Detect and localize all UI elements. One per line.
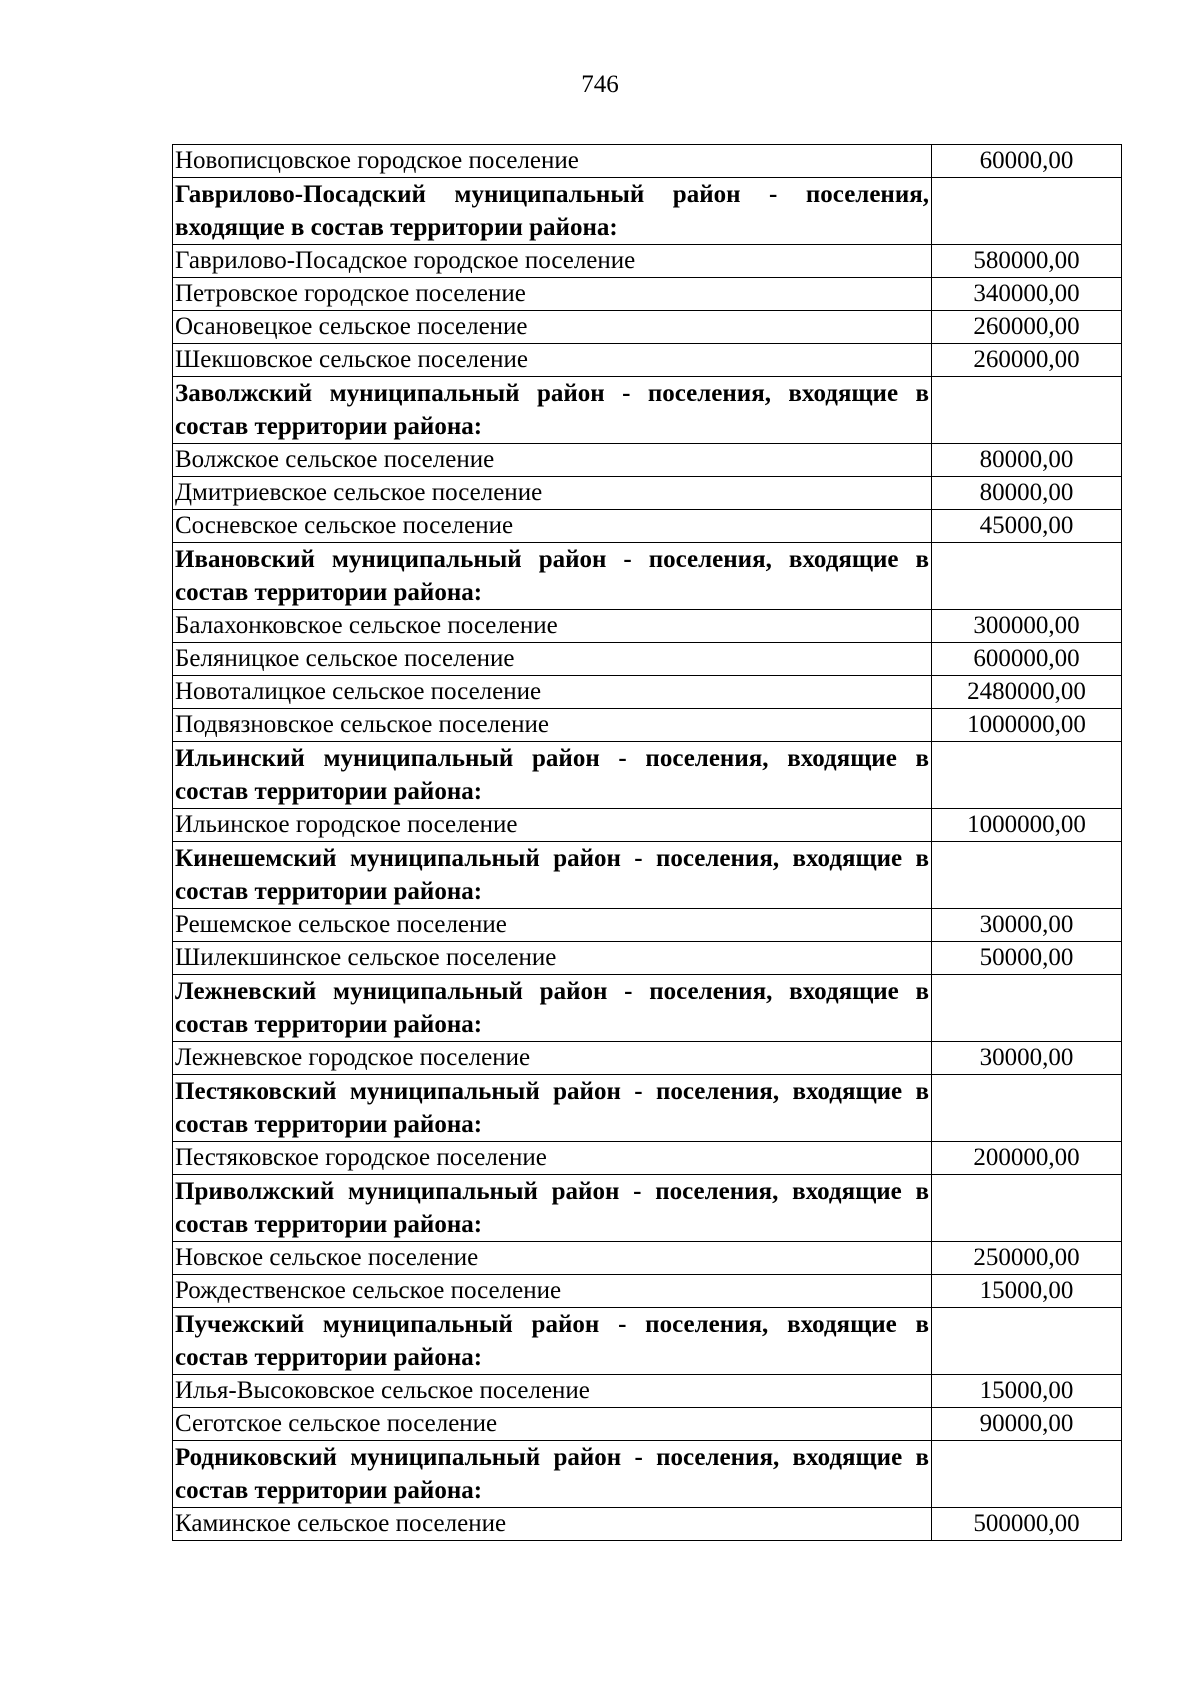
- settlement-name-cell: Лежневское городское поселение: [173, 1042, 932, 1075]
- district-name-cell: Лежневский муниципальный район - поселения, входящие в состав территории района:: [173, 975, 932, 1042]
- table-row: [173, 1042, 1122, 1075]
- district-name-cell: Заволжский муниципальный район - поселения, входящие в состав территории района:: [173, 377, 932, 444]
- settlement-name-cell: Новописцовское городское поселение: [173, 145, 932, 178]
- settlement-name-cell: Пестяковское городское поселение: [173, 1142, 932, 1175]
- amount-cell: 340000,00: [932, 278, 1122, 311]
- table-row: [173, 444, 1122, 477]
- table-row: [173, 278, 1122, 311]
- district-name-cell: Кинешемский муниципальный район - поселения, входящие в состав территории района:: [173, 842, 932, 909]
- table-row: [173, 676, 1122, 709]
- district-header-row: [173, 543, 1122, 610]
- table-row: [173, 1375, 1122, 1408]
- amount-cell: [932, 842, 1122, 909]
- district-name-cell: Пучежский муниципальный район - поселения, входящие в состав территории района:: [173, 1308, 932, 1375]
- table-row: [173, 510, 1122, 543]
- budget-table: [172, 144, 1122, 1541]
- table-row: [173, 1242, 1122, 1275]
- table-row: [173, 1508, 1122, 1541]
- district-header-row: [173, 377, 1122, 444]
- district-name-cell: Гаврилово-Посадский муниципальный район - поселения, входящие в состав территории района:: [173, 178, 932, 245]
- settlement-name-cell: Волжское сельское поселение: [173, 444, 932, 477]
- settlement-name-cell: Дмитриевское сельское поселение: [173, 477, 932, 510]
- amount-cell: [932, 1175, 1122, 1242]
- amount-cell: [932, 975, 1122, 1042]
- settlement-name-cell: Новоталицкое сельское поселение: [173, 676, 932, 709]
- amount-cell: 80000,00: [932, 477, 1122, 510]
- settlement-name-cell: Петровское городское поселение: [173, 278, 932, 311]
- amount-cell: 250000,00: [932, 1242, 1122, 1275]
- amount-cell: 1000000,00: [932, 709, 1122, 742]
- settlement-name-cell: Балахонковское сельское поселение: [173, 610, 932, 643]
- amount-cell: 60000,00: [932, 145, 1122, 178]
- settlement-name-cell: Беляницкое сельское поселение: [173, 643, 932, 676]
- district-header-row: [173, 1175, 1122, 1242]
- amount-cell: 50000,00: [932, 942, 1122, 975]
- budget-table-body: [173, 145, 1122, 1541]
- table-row: [173, 1408, 1122, 1441]
- district-header-row: [173, 1075, 1122, 1142]
- settlement-name-cell: Подвязновское сельское поселение: [173, 709, 932, 742]
- amount-cell: 1000000,00: [932, 809, 1122, 842]
- district-header-row: [173, 742, 1122, 809]
- amount-cell: 30000,00: [932, 909, 1122, 942]
- district-name-cell: Ильинский муниципальный район - поселения, входящие в состав территории района:: [173, 742, 932, 809]
- amount-cell: [932, 377, 1122, 444]
- settlement-name-cell: Сосневское сельское поселение: [173, 510, 932, 543]
- settlement-name-cell: Новское сельское поселение: [173, 1242, 932, 1275]
- amount-cell: 300000,00: [932, 610, 1122, 643]
- amount-cell: [932, 1075, 1122, 1142]
- amount-cell: 45000,00: [932, 510, 1122, 543]
- amount-cell: [932, 543, 1122, 610]
- district-name-cell: Ивановский муниципальный район - поселения, входящие в состав территории района:: [173, 543, 932, 610]
- settlement-name-cell: Шекшовское сельское поселение: [173, 344, 932, 377]
- settlement-name-cell: Сеготское сельское поселение: [173, 1408, 932, 1441]
- table-row: [173, 245, 1122, 278]
- district-header-row: [173, 1441, 1122, 1508]
- settlement-name-cell: Рождественское сельское поселение: [173, 1275, 932, 1308]
- settlement-name-cell: Осановецкое сельское поселение: [173, 311, 932, 344]
- amount-cell: 90000,00: [932, 1408, 1122, 1441]
- settlement-name-cell: Каминское сельское поселение: [173, 1508, 932, 1541]
- table-row: [173, 709, 1122, 742]
- district-name-cell: Пестяковский муниципальный район - поселения, входящие в состав территории района:: [173, 1075, 932, 1142]
- amount-cell: 30000,00: [932, 1042, 1122, 1075]
- table-row: [173, 809, 1122, 842]
- table-row: [173, 610, 1122, 643]
- district-name-cell: Приволжский муниципальный район - поселения, входящие в состав территории района:: [173, 1175, 932, 1242]
- amount-cell: 2480000,00: [932, 676, 1122, 709]
- amount-cell: [932, 1441, 1122, 1508]
- district-name-cell: Родниковский муниципальный район - поселения, входящие в состав территории района:: [173, 1441, 932, 1508]
- amount-cell: [932, 742, 1122, 809]
- table-row: [173, 643, 1122, 676]
- amount-cell: [932, 178, 1122, 245]
- table-row: [173, 1275, 1122, 1308]
- amount-cell: 200000,00: [932, 1142, 1122, 1175]
- amount-cell: 260000,00: [932, 344, 1122, 377]
- table-row: [173, 344, 1122, 377]
- table-row: [173, 145, 1122, 178]
- table-row: [173, 477, 1122, 510]
- amount-cell: 580000,00: [932, 245, 1122, 278]
- settlement-name-cell: Ильинское городское поселение: [173, 809, 932, 842]
- amount-cell: 80000,00: [932, 444, 1122, 477]
- district-header-row: [173, 1308, 1122, 1375]
- district-header-row: [173, 178, 1122, 245]
- table-row: [173, 942, 1122, 975]
- settlement-name-cell: Шилекшинское сельское поселение: [173, 942, 932, 975]
- amount-cell: 15000,00: [932, 1375, 1122, 1408]
- district-header-row: [173, 975, 1122, 1042]
- amount-cell: [932, 1308, 1122, 1375]
- page-number: 746: [581, 71, 619, 98]
- table-row: [173, 909, 1122, 942]
- amount-cell: 500000,00: [932, 1508, 1122, 1541]
- amount-cell: 600000,00: [932, 643, 1122, 676]
- settlement-name-cell: Решемское сельское поселение: [173, 909, 932, 942]
- settlement-name-cell: Гаврилово-Посадское городское поселение: [173, 245, 932, 278]
- district-header-row: [173, 842, 1122, 909]
- settlement-name-cell: Илья-Высоковское сельское поселение: [173, 1375, 932, 1408]
- table-row: [173, 1142, 1122, 1175]
- amount-cell: 260000,00: [932, 311, 1122, 344]
- table-row: [173, 311, 1122, 344]
- amount-cell: 15000,00: [932, 1275, 1122, 1308]
